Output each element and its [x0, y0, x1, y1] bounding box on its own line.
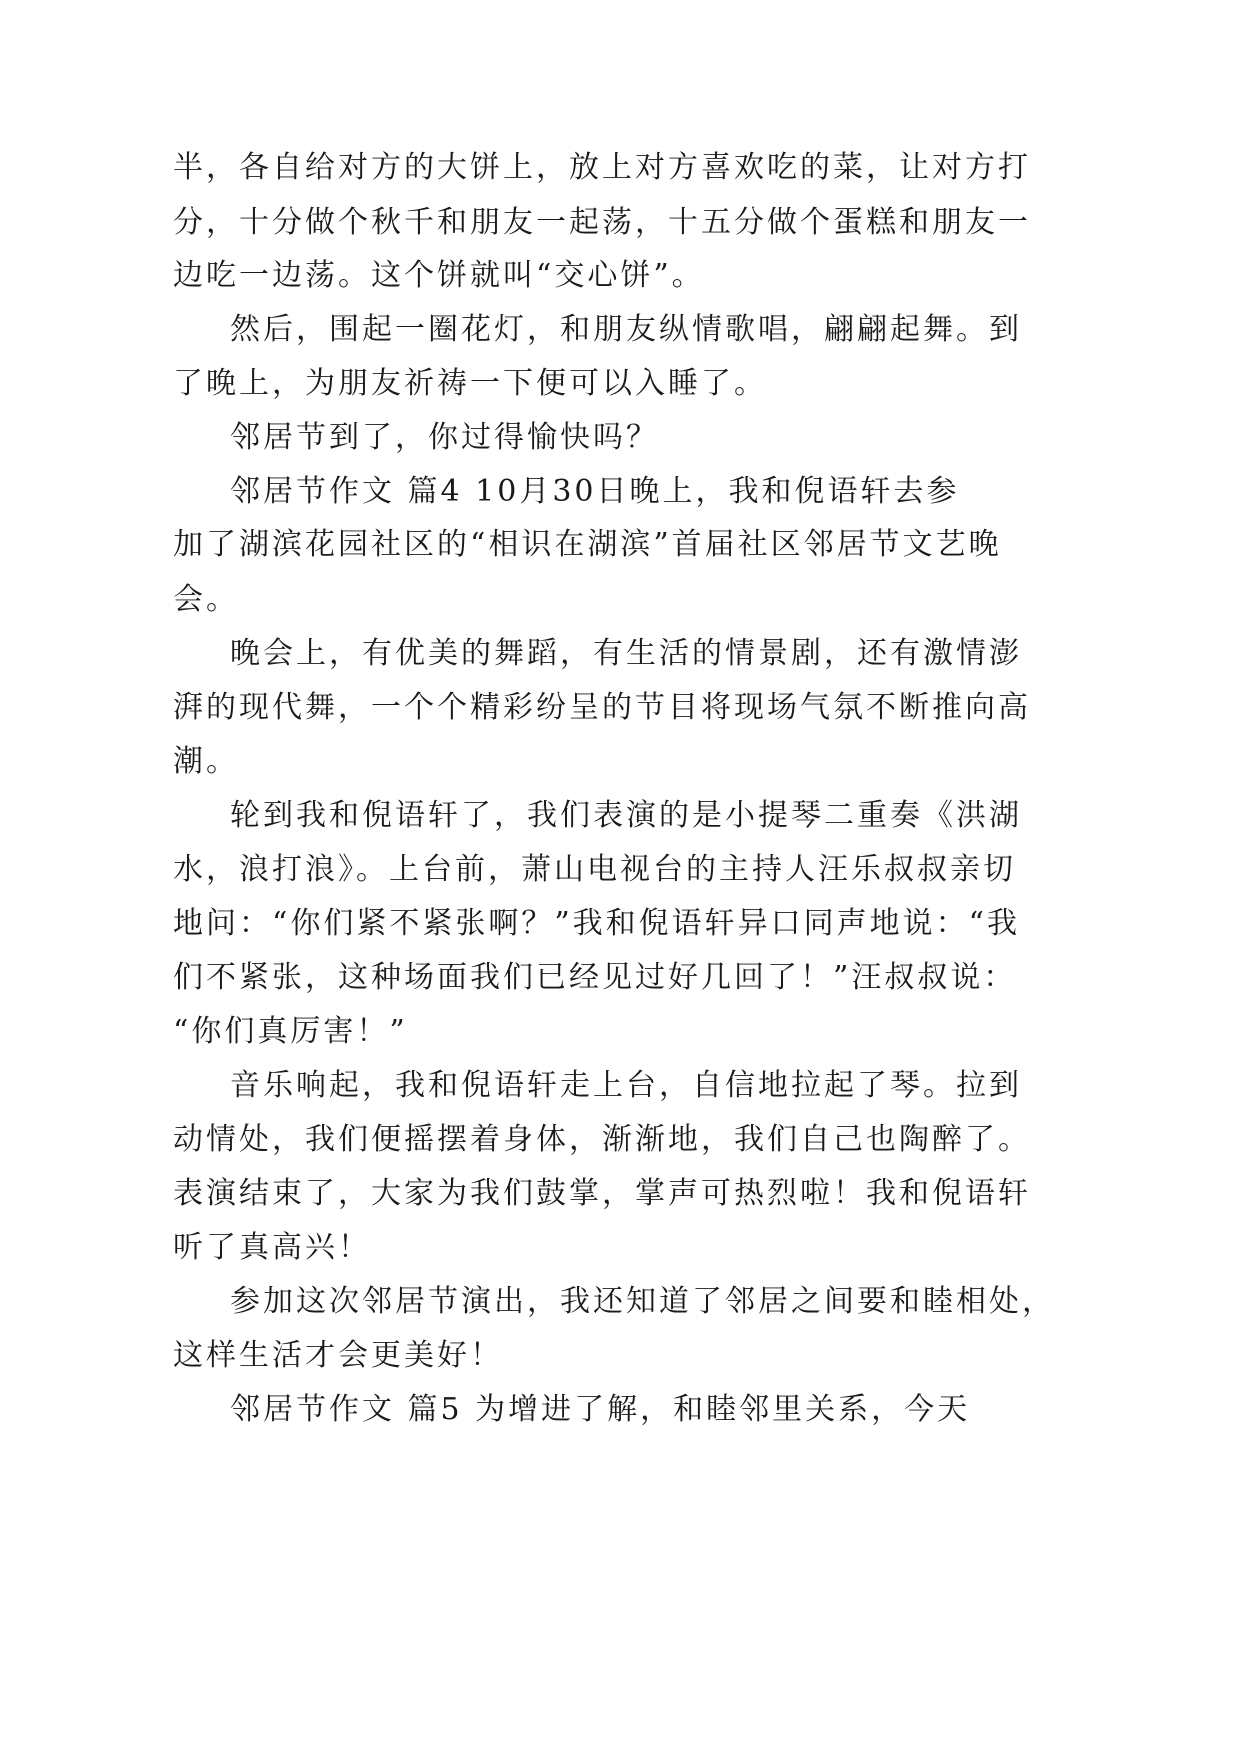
text-line: 水，浪打浪》。上台前，萧山电视台的主持人汪乐叔叔亲切 — [173, 852, 1016, 887]
text-line: 参加这次邻居节演出，我还知道了邻居之间要和睦相处， — [230, 1284, 1055, 1319]
text-line: 湃的现代舞，一个个精彩纷呈的节目将现场气氛不断推向高 — [173, 690, 1031, 725]
text-line: 音乐响起，我和倪语轩走上台，自信地拉起了琴。拉到 — [230, 1068, 1022, 1103]
text-line: 邻居节作文 篇5 为增进了解，和睦邻里关系，今天 — [230, 1392, 971, 1427]
text-line: 听了真高兴！ — [173, 1230, 371, 1265]
text-line: 晚会上，有优美的舞蹈，有生活的情景剧，还有激情澎 — [230, 636, 1022, 671]
text-line: 这样生活才会更美好！ — [173, 1338, 503, 1373]
text-line: 轮到我和倪语轩了，我们表演的是小提琴二重奏《洪湖 — [230, 798, 1022, 833]
text-line: 了晚上，为朋友祈祷一下便可以入睡了。 — [173, 366, 767, 401]
text-line: 潮。 — [173, 744, 239, 779]
text-line: 表演结束了，大家为我们鼓掌，掌声可热烈啦！我和倪语轩 — [173, 1176, 1031, 1211]
text-line: 们不紧张，这种场面我们已经见过好几回了！”汪叔叔说： — [173, 960, 1017, 995]
text-line: 动情处，我们便摇摆着身体，渐渐地，我们自己也陶醉了。 — [173, 1122, 1031, 1157]
text-line: 会。 — [173, 582, 239, 617]
text-line: 边吃一边荡。这个饼就叫“交心饼”。 — [173, 258, 705, 293]
text-line: 邻居节作文 篇4 10月30日晚上，我和倪语轩去参 — [230, 474, 960, 509]
text-line: 分，十分做个秋千和朋友一起荡，十五分做个蛋糕和朋友一 — [173, 205, 1031, 240]
text-line: 地问：“你们紧不紧张啊？”我和倪语轩异口同声地说：“我 — [173, 906, 1021, 941]
text-line: 加了湖滨花园社区的“相识在湖滨”首届社区邻居节文艺晚 — [173, 527, 1002, 562]
text-line: 然后，围起一圈花灯，和朋友纵情歌唱，翩翩起舞。到 — [230, 312, 1022, 347]
text-line: 半，各自给对方的大饼上，放上对方喜欢吃的菜，让对方打 — [173, 150, 1031, 185]
text-line: “你们真厉害！” — [173, 1014, 408, 1049]
text-line: 邻居节到了，你过得愉快吗？ — [230, 420, 659, 455]
